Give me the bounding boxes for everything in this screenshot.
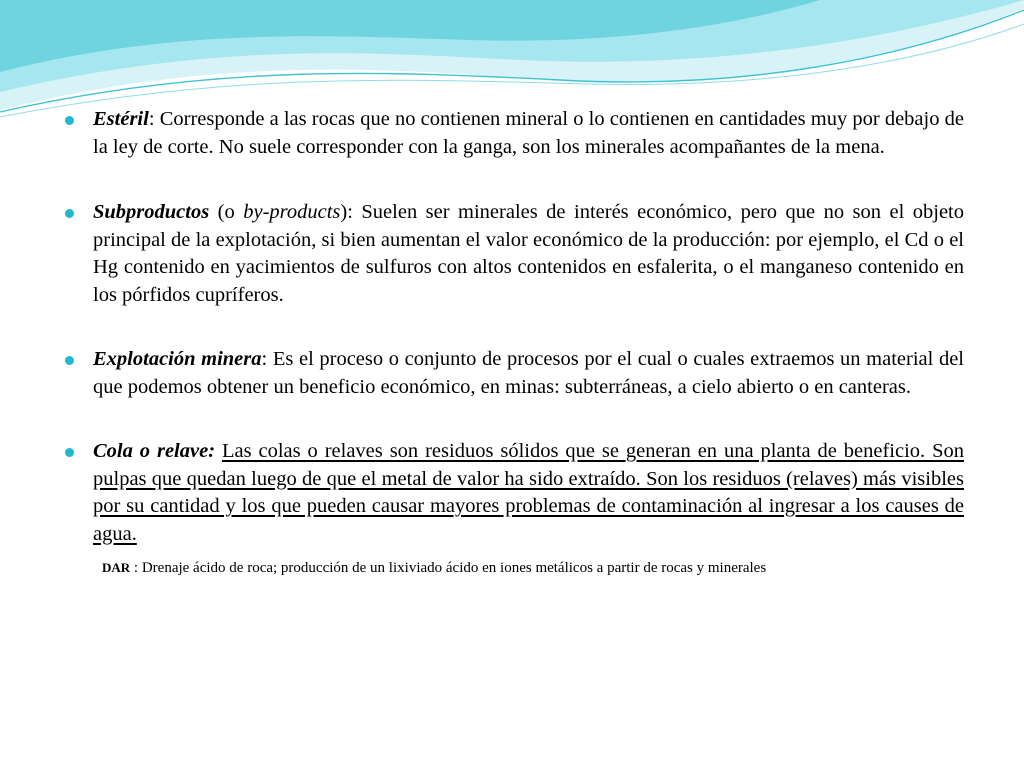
definition-explotacion-minera: Es el proceso o conjunto de procesos por el cual o cuales extraemos un material del que podemos obtener un beneficio económico, en minas: subterráneas, a cielo abierto o en canteras. xyxy=(93,348,964,398)
term-separator: : xyxy=(148,108,155,130)
term-separator: : xyxy=(261,348,268,370)
definition-esteril: Corresponde a las rocas que no contienen mineral o lo contienen en cantidades muy por debajo de la ley de corte. No suele corresponder con la ganga, son los minerales acompañantes de la mena. xyxy=(93,108,964,158)
term-explotacion-minera: Explotación minera xyxy=(93,348,262,370)
footnote-dar xyxy=(64,558,964,578)
bullet-dot-icon xyxy=(65,209,74,218)
term-cola-o-relave: Cola o relave: xyxy=(93,440,216,462)
bullet-explotacion-minera xyxy=(64,346,964,401)
paren-open: (o xyxy=(209,201,244,223)
term-subproductos: Subproductos xyxy=(93,201,210,223)
bullet-dot-icon xyxy=(65,448,74,457)
term-esteril: Estéril xyxy=(93,108,149,130)
footnote-abbr: DAR xyxy=(102,560,131,575)
bullet-dot-icon xyxy=(65,356,74,365)
bullet-esteril xyxy=(64,106,964,161)
definition-subproductos: Suelen ser minerales de interés económico, pero que no son el objeto principal de la explotación, si bien aumentan el valor económico de la producción: por ejemplo, el Cd o el Hg contenido en yacimientos de sulfuros con altos contenidos en esfalerita, o el manganeso contenido en los pórfidos cupríferos. xyxy=(93,201,964,306)
footnote-text: : Drenaje ácido de roca; producción de un lixiviado ácido en iones metálicos a partir de rocas y minerales xyxy=(130,560,767,576)
bullet-cola-o-relave xyxy=(64,438,964,548)
term-by-products: by-products xyxy=(243,201,341,223)
definition-cola-o-relave: Las colas o relaves son residuos sólidos que se generan en una planta de beneficio. Son pulpas que quedan luego de que el metal de valor ha sido extraído. Son los residuos (relaves) más visibles por su cantidad y los que pueden causar mayores problemas de contaminación al ingresar a los causes de agua. xyxy=(93,440,965,545)
paren-close: ): xyxy=(340,201,353,223)
slide-content xyxy=(64,106,964,593)
bullet-dot-icon xyxy=(65,116,74,125)
bullet-subproductos xyxy=(64,199,964,309)
